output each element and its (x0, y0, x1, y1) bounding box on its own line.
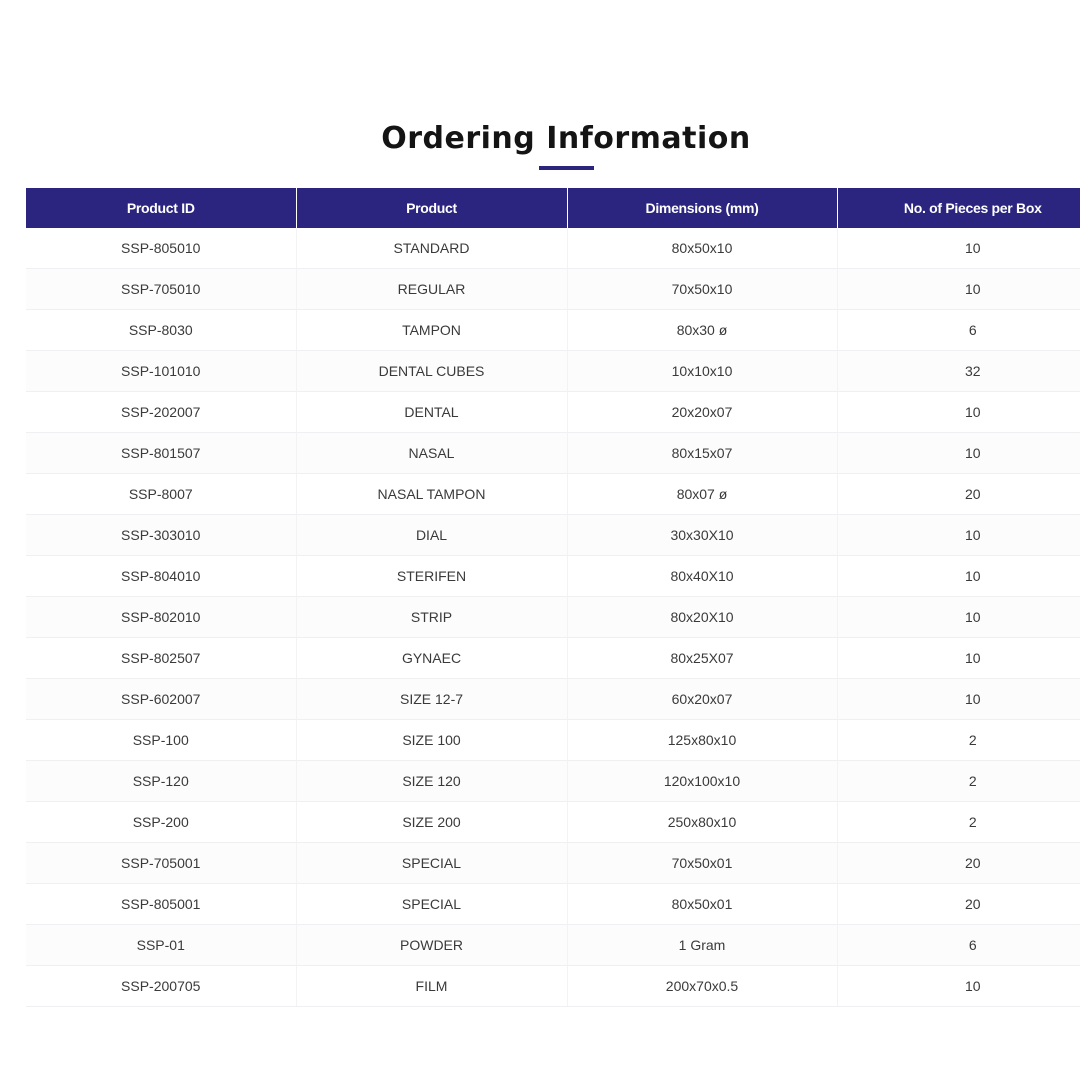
cell-product: DENTAL CUBES (296, 351, 567, 392)
cell-product-id: SSP-802507 (26, 638, 296, 679)
table-header-row (26, 188, 1080, 228)
cell-dimensions: 80x25X07 (567, 638, 837, 679)
cell-pieces: 10 (837, 679, 1080, 720)
cell-pieces: 10 (837, 433, 1080, 474)
table-row (26, 228, 1080, 269)
cell-pieces: 10 (837, 638, 1080, 679)
cell-product: SIZE 12-7 (296, 679, 567, 720)
cell-dimensions: 80x15x07 (567, 433, 837, 474)
cell-product: NASAL (296, 433, 567, 474)
cell-product: SPECIAL (296, 884, 567, 925)
table-row (26, 351, 1080, 392)
cell-product-id: SSP-705010 (26, 269, 296, 310)
cell-product-id: SSP-802010 (26, 597, 296, 638)
cell-product: STRIP (296, 597, 567, 638)
cell-pieces: 20 (837, 884, 1080, 925)
table-body (26, 228, 1080, 1007)
cell-product: STERIFEN (296, 556, 567, 597)
cell-product-id: SSP-805010 (26, 228, 296, 269)
cell-dimensions: 80x20X10 (567, 597, 837, 638)
cell-product-id: SSP-804010 (26, 556, 296, 597)
cell-dimensions: 60x20x07 (567, 679, 837, 720)
cell-dimensions: 1 Gram (567, 925, 837, 966)
cell-product-id: SSP-200 (26, 802, 296, 843)
cell-product-id: SSP-8007 (26, 474, 296, 515)
cell-product-id: SSP-8030 (26, 310, 296, 351)
ordering-table (26, 188, 1080, 1007)
cell-dimensions: 80x40X10 (567, 556, 837, 597)
table-row (26, 269, 1080, 310)
cell-dimensions: 70x50x01 (567, 843, 837, 884)
table-row (26, 556, 1080, 597)
table-row (26, 515, 1080, 556)
cell-dimensions: 30x30X10 (567, 515, 837, 556)
cell-pieces: 10 (837, 556, 1080, 597)
cell-pieces: 10 (837, 269, 1080, 310)
cell-dimensions: 250x80x10 (567, 802, 837, 843)
cell-product-id: SSP-705001 (26, 843, 296, 884)
cell-product: DIAL (296, 515, 567, 556)
cell-product: NASAL TAMPON (296, 474, 567, 515)
cell-dimensions: 120x100x10 (567, 761, 837, 802)
table-row (26, 310, 1080, 351)
table-row (26, 884, 1080, 925)
cell-product-id: SSP-01 (26, 925, 296, 966)
cell-product: SPECIAL (296, 843, 567, 884)
cell-pieces: 10 (837, 966, 1080, 1007)
cell-product: FILM (296, 966, 567, 1007)
cell-pieces: 10 (837, 228, 1080, 269)
cell-pieces: 2 (837, 720, 1080, 761)
cell-product: TAMPON (296, 310, 567, 351)
cell-product: SIZE 120 (296, 761, 567, 802)
table-row (26, 392, 1080, 433)
cell-dimensions: 80x50x10 (567, 228, 837, 269)
table-row (26, 433, 1080, 474)
cell-dimensions: 80x50x01 (567, 884, 837, 925)
cell-product: REGULAR (296, 269, 567, 310)
header-dimensions: Dimensions (mm) (567, 188, 837, 228)
cell-pieces: 10 (837, 515, 1080, 556)
cell-dimensions: 70x50x10 (567, 269, 837, 310)
cell-dimensions: 10x10x10 (567, 351, 837, 392)
cell-product: SIZE 100 (296, 720, 567, 761)
cell-product: GYNAEC (296, 638, 567, 679)
header-product-id: Product ID (26, 188, 296, 228)
cell-product: POWDER (296, 925, 567, 966)
table-row (26, 966, 1080, 1007)
cell-pieces: 32 (837, 351, 1080, 392)
cell-dimensions: 200x70x0.5 (567, 966, 837, 1007)
cell-product: STANDARD (296, 228, 567, 269)
cell-pieces: 20 (837, 474, 1080, 515)
cell-product-id: SSP-805001 (26, 884, 296, 925)
cell-product-id: SSP-100 (26, 720, 296, 761)
cell-product-id: SSP-120 (26, 761, 296, 802)
cell-dimensions: 80x07 ø (567, 474, 837, 515)
table-row (26, 474, 1080, 515)
table-row (26, 761, 1080, 802)
page-title: Ordering Information (381, 121, 751, 156)
cell-product-id: SSP-303010 (26, 515, 296, 556)
cell-product: DENTAL (296, 392, 567, 433)
cell-dimensions: 20x20x07 (567, 392, 837, 433)
cell-pieces: 2 (837, 761, 1080, 802)
table-row (26, 925, 1080, 966)
cell-pieces: 10 (837, 597, 1080, 638)
cell-dimensions: 80x30 ø (567, 310, 837, 351)
cell-product-id: SSP-801507 (26, 433, 296, 474)
cell-dimensions: 125x80x10 (567, 720, 837, 761)
cell-product-id: SSP-202007 (26, 392, 296, 433)
cell-product: SIZE 200 (296, 802, 567, 843)
cell-pieces: 6 (837, 925, 1080, 966)
cell-product-id: SSP-101010 (26, 351, 296, 392)
table-row (26, 720, 1080, 761)
table-row (26, 638, 1080, 679)
table-row (26, 679, 1080, 720)
cell-product-id: SSP-200705 (26, 966, 296, 1007)
header-product: Product (296, 188, 567, 228)
header-pieces-per-box: No. of Pieces per Box (837, 188, 1080, 228)
cell-pieces: 6 (837, 310, 1080, 351)
cell-pieces: 10 (837, 392, 1080, 433)
ordering-table-container (26, 188, 1080, 1007)
cell-product-id: SSP-602007 (26, 679, 296, 720)
cell-pieces: 2 (837, 802, 1080, 843)
table-row (26, 597, 1080, 638)
table-row (26, 802, 1080, 843)
cell-pieces: 20 (837, 843, 1080, 884)
table-row (26, 843, 1080, 884)
title-underline (539, 166, 594, 170)
